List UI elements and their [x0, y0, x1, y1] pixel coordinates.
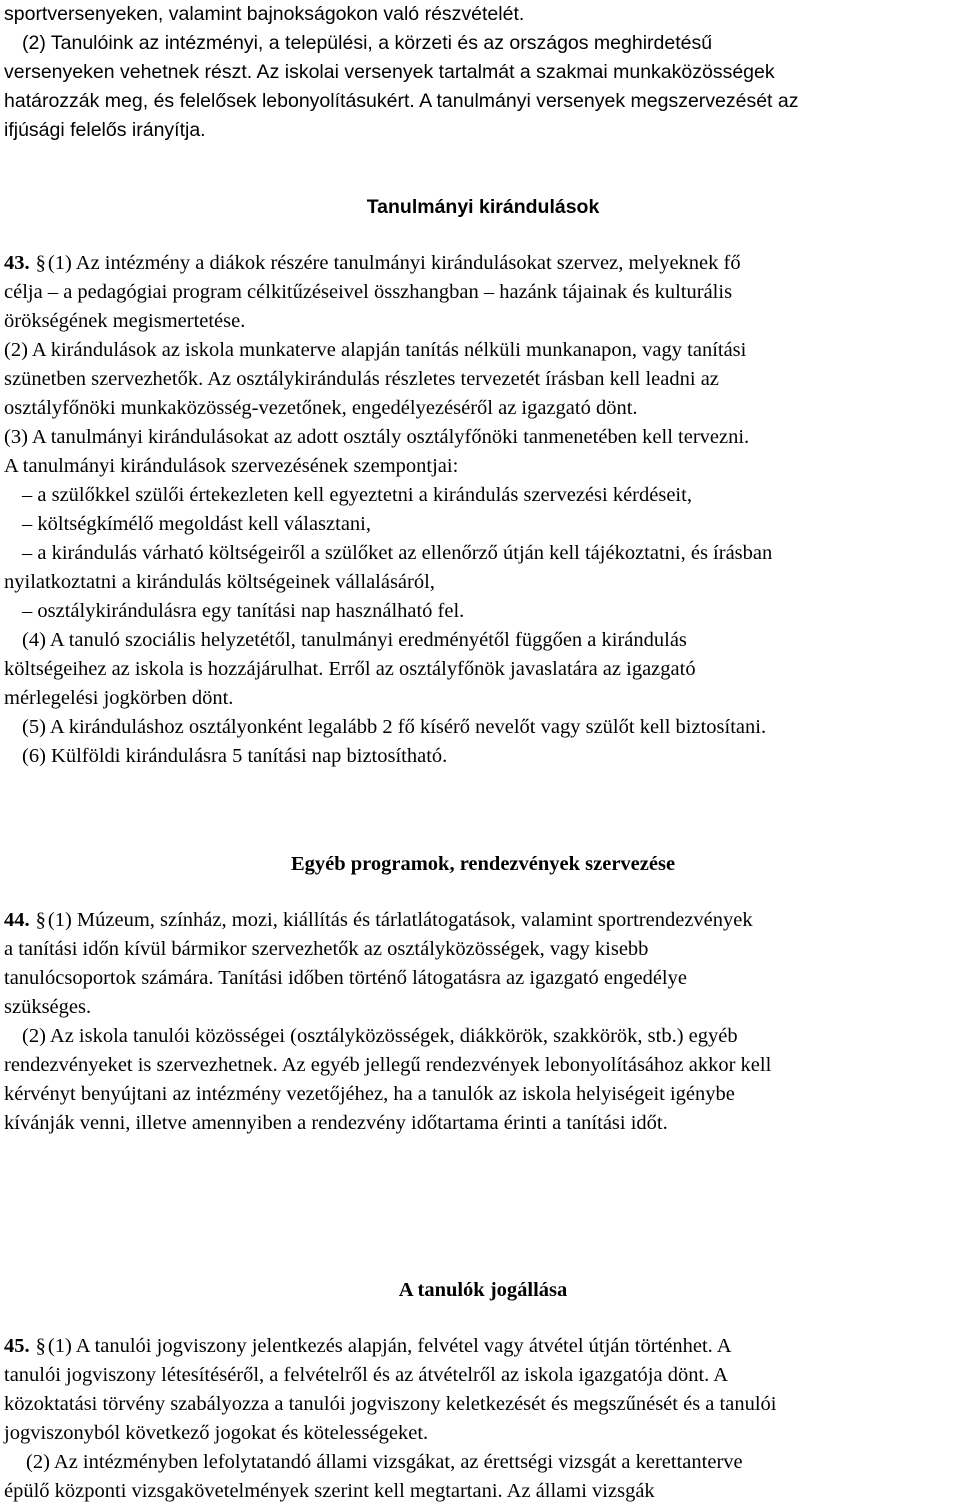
- text-line: a tanítási időn kívül bármikor szervezhetők az osztályközösségek, vagy kisebb: [4, 938, 649, 960]
- list-item: – költségkímélő megoldást kell választani,: [22, 513, 371, 535]
- text-line: költségeihez az iskola is hozzájárulhat. Erről az osztályfőnök javaslatára az igazgató: [4, 658, 696, 680]
- text-line: (1) Az intézmény a diákok részére tanulmányi kirándulásokat szervez, melyeknek fő: [47, 252, 741, 274]
- text-line: (3) A tanulmányi kirándulásokat az adott osztály osztályfőnöki tanmenetében kell tervezni.: [4, 426, 750, 448]
- text-line: örökségének megismertetése.: [4, 310, 246, 332]
- text-line: szünetben szervezhetők. Az osztálykirándulás részletes tervezetét írásban kell leadni az: [4, 368, 719, 390]
- section-number: 43.: [4, 252, 30, 274]
- section-number: 44.: [4, 909, 30, 931]
- text-line: (4) A tanuló szociális helyzetétől, tanulmányi eredményétől függően a kirándulás: [22, 629, 687, 651]
- text-line: kérvényt benyújtani az intézmény vezetőjéhez, ha a tanulók az iskola helyiségeit igénybe: [4, 1083, 735, 1105]
- section-sign: §: [35, 1335, 46, 1357]
- text-line: szükséges.: [4, 996, 92, 1018]
- list-item: – osztálykirándulásra egy tanítási nap használható fel.: [22, 600, 465, 622]
- text-line: osztályfőnöki munkaközösség-vezetőnek, engedélyezéséről az igazgató dönt.: [4, 397, 638, 419]
- text-line: célja – a pedagógiai program célkitűzéseivel összhangban – hazánk tájainak és kulturális: [4, 281, 733, 303]
- text-line: tanulói jogviszony létesítéséről, a felvételről és az átvételről az iskola igazgatója dönt. A: [4, 1364, 729, 1386]
- list-item: – a kirándulás várható költségeiről a szülőket az ellenőrző útján kell tájékoztatni, és írásban: [22, 542, 773, 564]
- text-line: (1) Múzeum, színház, mozi, kiállítás és tárlatlátogatások, valamint sportrendezvények: [47, 909, 753, 931]
- section-heading: Tanulmányi kirándulások: [366, 196, 600, 218]
- section-heading: A tanulók jogállása: [398, 1279, 568, 1301]
- section-sign: §: [35, 909, 46, 931]
- text-line: ifjúsági felelős irányítja.: [4, 119, 206, 141]
- text-line: nyilatkoztatni a kirándulás költségeinek vállalásáról,: [4, 571, 435, 593]
- section-heading: Egyéb programok, rendezvények szervezése: [290, 853, 676, 875]
- text-line: kívánják venni, illetve amennyiben a rendezvény időtartama érinti a tanítási időt.: [4, 1112, 668, 1134]
- text-line: határozzák meg, és felelősek lebonyolításukért. A tanulmányi versenyek megszervezését az: [4, 90, 799, 112]
- section-first-line: [4, 249, 741, 278]
- text-line: (2) Tanulóink az intézményi, a települési, a körzeti és az országos meghirdetésű: [22, 32, 713, 54]
- text-line: versenyeken vehetnek részt. Az iskolai versenyek tartalmát a szakmai munkaközösségek: [4, 61, 775, 83]
- text-line: (2) Az iskola tanulói közösségei (osztályközösségek, diákkörök, szakkörök, stb.) egyéb: [22, 1025, 738, 1047]
- list-item: – a szülőkkel szülői értekezleten kell egyeztetni a kirándulás szervezési kérdéseit,: [22, 484, 692, 506]
- section-first-line: [4, 906, 753, 935]
- text-line: (2) Az intézményben lefolytatandó állami vizsgákat, az érettségi vizsgát a kerettanterve: [26, 1451, 743, 1473]
- text-line: (5) A kiránduláshoz osztályonként legalább 2 fő kísérő nevelőt vagy szülőt kell biztosítani.: [22, 716, 767, 738]
- text-line: (1) A tanulói jogviszony jelentkezés alapján, felvétel vagy átvétel útján történhet. A: [47, 1335, 732, 1357]
- text-line: tanulócsoportok számára. Tanítási időben történő látogatásra az igazgató engedélye: [4, 967, 687, 989]
- section-sign: §: [35, 252, 46, 274]
- text-line: A tanulmányi kirándulások szervezésének szempontjai:: [4, 455, 459, 477]
- text-line: (2) A kirándulások az iskola munkaterve alapján tanítás nélküli munkanapon, vagy tanítási: [4, 339, 747, 361]
- text-line: jogviszonyból következő jogokat és kötelességeket.: [4, 1422, 429, 1444]
- text-line: épülő központi vizsgakövetelmények szerint kell megtartani. Az állami vizsgák: [4, 1480, 655, 1502]
- section-first-line: [4, 1332, 732, 1361]
- section-number: 45.: [4, 1335, 30, 1357]
- text-line: rendezvényeket is szervezhetnek. Az egyéb jellegű rendezvények lebonyolításához akkor kell: [4, 1054, 772, 1076]
- text-line: (6) Külföldi kirándulásra 5 tanítási nap biztosítható.: [22, 745, 448, 767]
- text-line: sportversenyeken, valamint bajnokságokon való részvételét.: [4, 3, 525, 25]
- text-line: mérlegelési jogkörben dönt.: [4, 687, 234, 709]
- text-line: közoktatási törvény szabályozza a tanulói jogviszony keletkezését és megszűnését és a tanulói: [4, 1393, 777, 1415]
